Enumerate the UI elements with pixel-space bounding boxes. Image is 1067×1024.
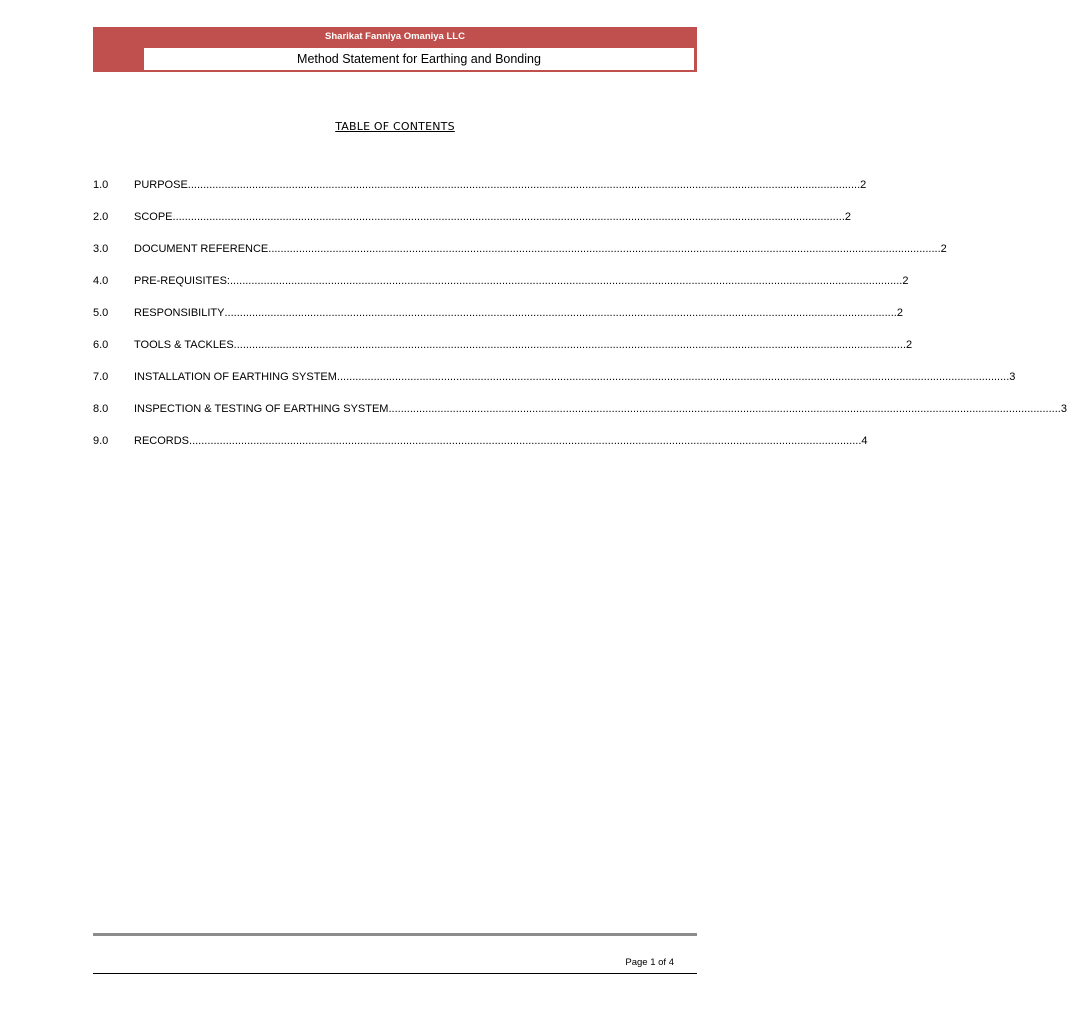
toc-entry-inspection-testing[interactable] <box>93 403 1067 435</box>
toc-entry-page: 2 <box>896 307 903 319</box>
toc-entry-label: INSTALLATION OF EARTHING SYSTEM <box>134 371 337 383</box>
toc-entry-label: PRE-REQUISITES: <box>134 275 230 287</box>
toc-entry-number: 7.0 <box>93 371 109 383</box>
toc-entry-page: 2 <box>844 211 851 223</box>
toc-entry-label: RESPONSIBILITY <box>134 307 225 319</box>
document-title: Method Statement for Earthing and Bonding <box>297 52 541 66</box>
document-title-box <box>144 48 694 70</box>
document-header <box>93 27 697 72</box>
company-name: Sharikat Fanniya Omaniya LLC <box>325 31 465 42</box>
toc-leader-dots: ............................................................................................................................................................................................................................ <box>189 435 862 447</box>
toc-entry-label: RECORDS <box>134 435 190 447</box>
footer-divider-thin <box>93 973 697 974</box>
toc-entry-number: 6.0 <box>93 339 109 351</box>
toc-entry-pre-requisites[interactable] <box>93 275 909 307</box>
toc-entry-number: 2.0 <box>93 211 109 223</box>
page-number: Page 1 of 4 <box>625 957 674 968</box>
toc-entry-label: PURPOSE <box>134 179 188 191</box>
toc-entry-page: 2 <box>940 243 947 255</box>
toc-entry-document-reference[interactable] <box>93 243 947 275</box>
toc-leader-dots: ............................................................................................................................................................................................................................ <box>233 339 907 351</box>
toc-entry-label: TOOLS & TACKLES <box>134 339 234 351</box>
toc-leader-dots: ............................................................................................................................................................................................................................ <box>224 307 897 319</box>
toc-list <box>93 179 1067 467</box>
toc-leader-dots: ............................................................................................................................................................................................................................ <box>268 243 941 255</box>
toc-entry-label: SCOPE <box>134 211 173 223</box>
toc-entry-scope[interactable] <box>93 211 851 243</box>
toc-leader-dots: ............................................................................................................................................................................................................................ <box>336 371 1010 383</box>
toc-entry-number: 3.0 <box>93 243 109 255</box>
toc-entry-label: DOCUMENT REFERENCE <box>134 243 269 255</box>
toc-entry-installation[interactable] <box>93 371 1016 403</box>
toc-leader-dots: ............................................................................................................................................................................................................................ <box>172 211 845 223</box>
toc-entry-number: 5.0 <box>93 307 109 319</box>
toc-leader-dots: ............................................................................................................................................................................................................................ <box>187 179 861 191</box>
footer-divider-thick <box>93 933 697 936</box>
toc-entry-page: 2 <box>860 179 867 191</box>
toc-entry-label: INSPECTION & TESTING OF EARTHING SYSTEM <box>134 403 389 415</box>
toc-leader-dots: ............................................................................................................................................................................................................................ <box>229 275 903 287</box>
toc-entry-page: 4 <box>861 435 868 447</box>
toc-heading: TABLE OF CONTENTS <box>335 120 455 133</box>
toc-entry-tools-tackles[interactable] <box>93 339 913 371</box>
toc-entry-page: 3 <box>1009 371 1016 383</box>
toc-entry-number: 1.0 <box>93 179 109 191</box>
toc-entry-responsibility[interactable] <box>93 307 903 339</box>
toc-entry-purpose[interactable] <box>93 179 867 211</box>
toc-entry-page: 3 <box>1060 403 1067 415</box>
toc-entry-number: 4.0 <box>93 275 109 287</box>
toc-entry-number: 8.0 <box>93 403 109 415</box>
toc-entry-records[interactable] <box>93 435 868 467</box>
toc-leader-dots: ............................................................................................................................................................................................................................ <box>388 403 1061 415</box>
toc-entry-page: 2 <box>906 339 913 351</box>
toc-entry-page: 2 <box>902 275 909 287</box>
toc-entry-number: 9.0 <box>93 435 109 447</box>
